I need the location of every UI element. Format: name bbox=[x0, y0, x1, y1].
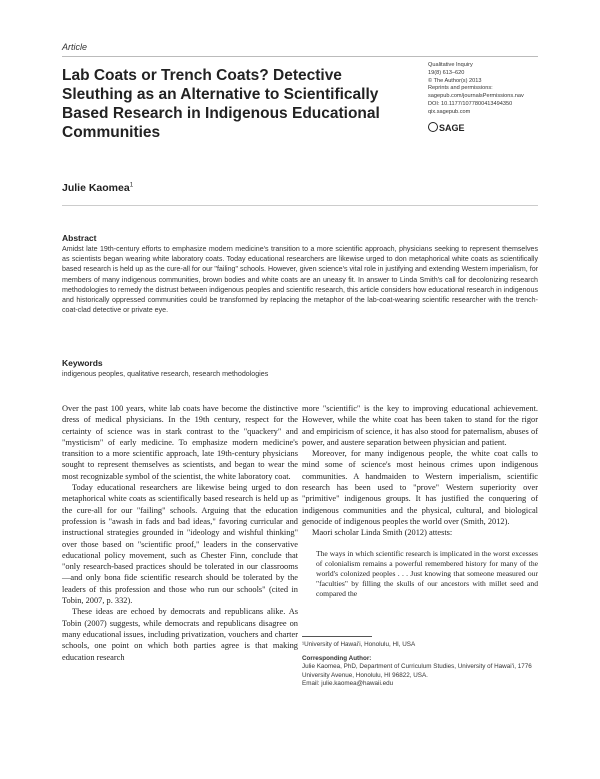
journal-meta-line: sagepub.com/journalsPermissions.nav bbox=[428, 93, 524, 100]
author-divider bbox=[62, 205, 538, 206]
corresponding-author-email: Email: julie.kaomea@hawaii.edu bbox=[302, 680, 394, 688]
journal-meta-line: DOI: 10.1177/1077800413494350 bbox=[428, 100, 513, 107]
body-paragraph: more "scientific" is the key to improving educational achievement. However, while the white coat has been taken to stand for the rigor and empiricism of science, it has also stood for paternalism, abuses of power, and austere separation between physician and patient. bbox=[302, 404, 538, 447]
body-paragraph: Today educational researchers are likewise being urged to don metaphorical white coats as scientifically based research is held up as the cure-all for our "failing" schools. Arguing that the education profession is "awash in fads and bad ideas," favoring curricular and instructional strategies grounded in "ideology and wishful thinking" over those based on "scientific proof," leaders in the conservative educational policy movement, such as Chester Finn, conclude that "only research-based practices should be tolerated in our classrooms—and only bona fide scientific research should be tolerated by the leaders of this profession and those who run our schools" (cited in Tobin, 2007, p. 332). bbox=[62, 483, 298, 606]
keywords-text: indigenous peoples, qualitative research, research methodologies bbox=[62, 370, 269, 378]
journal-meta-line: 19(8) 613–620 bbox=[428, 69, 465, 76]
journal-meta bbox=[428, 62, 548, 117]
author-name-text: Julie Kaomea bbox=[62, 182, 130, 194]
body-column-left bbox=[62, 403, 298, 663]
journal-meta-line: qix.sagepub.com bbox=[428, 108, 471, 115]
footnote-affiliation: ¹University of Hawai'i, Honolulu, HI, USA bbox=[302, 641, 416, 648]
body-paragraph: These ideas are echoed by democrats and republicans alike. As Tobin (2007) suggests, while democrats and republicans disagree on many educational issues, including privatization, vouchers and charter schools, one point on which both parties agree is that making education research bbox=[62, 607, 298, 662]
publisher-logo bbox=[428, 122, 465, 133]
body-column-right bbox=[302, 403, 538, 600]
header-divider bbox=[62, 56, 538, 57]
body-paragraph: Over the past 100 years, white lab coats have become the distinctive dress of medical physicians. In the 19th century, respect for the certainty of science was in stark contrast to the "quackery" and "mysticism" of early medicine. To emphasize modern medicine's transition to a more scientific approach, late 19th-century physicians sought to represent themselves as scientists, and began to wear the most recognizable symbol of the scientist, the white laboratory coat. bbox=[62, 404, 298, 481]
article-type-label: Article bbox=[62, 42, 88, 52]
journal-meta-line: Reprints and permissions: bbox=[428, 85, 493, 92]
abstract-text: Amidst late 19th-century efforts to emphasize modern medicine's transition to a more scientific approach, physicians seeking to represent themselves as scientists began wearing white laboratory coats. Today educational researchers are likewise urged to don metaphorical white coats as scientifically based research is held up as the cure-all for our "failing" schools. However, given science's vital role in justifying and extending Western imperialism, for members of many indigenous communities, brown bodies and white coats are an uneasy fit. In answer to Linda Smith's call for decolonizing research methodologies to remedy the distrust between indigenous peoples and scientific research, this article considers how educational research in indigenous and historically oppressed communities could be transformed by replacing the metaphor of the lab-coat-wearing scientific researcher with the trench-coat-clad detective or private eye. bbox=[62, 245, 538, 315]
footnote bbox=[302, 641, 538, 689]
corresponding-author-heading: Corresponding Author: bbox=[302, 654, 372, 662]
author-affiliation-mark: 1 bbox=[129, 182, 134, 189]
journal-meta-line: © The Author(s) 2013 bbox=[428, 77, 482, 84]
journal-meta-line: Qualitative Inquiry bbox=[428, 62, 473, 68]
keywords-heading: Keywords bbox=[62, 358, 103, 368]
body-paragraph: Maori scholar Linda Smith (2012) attests: bbox=[312, 528, 453, 538]
body-paragraph: Moreover, for many indigenous people, the white coat calls to mind some of science's most heinous crimes upon indigenous communities. A handmaiden to Western imperialism, scientific research has been used to "prove" Western superiority over "primitive" indigenous groups. It has justified the conquering of indigenous communities and the physical, cultural, and biological genocide of indigenous peoples the world over (Smith, 2012). bbox=[302, 449, 538, 526]
sage-circle-icon bbox=[428, 122, 438, 132]
block-quote: The ways in which scientific research is implicated in the worst excesses of colonialism remains a powerful remembered history for many of the world's colonized peoples . . . Just knowing that someone measured our "faculties" by filling the skulls of our ancestors with millet seed and compared the bbox=[316, 548, 538, 599]
abstract-heading: Abstract bbox=[62, 233, 97, 243]
publisher-name: SAGE bbox=[439, 123, 465, 133]
footnote-divider bbox=[302, 636, 372, 637]
article-title: Lab Coats or Trench Coats? Detective Sleuthing as an Alternative to Scientifically Based Research in Indigenous Educational Communities bbox=[62, 67, 380, 141]
author-name bbox=[62, 182, 133, 194]
corresponding-author-details: Julie Kaomea, PhD, Department of Curriculum Studies, University of Hawai'i, 1776 University Avenue, Honolulu, HI 96822, USA. bbox=[302, 663, 532, 679]
